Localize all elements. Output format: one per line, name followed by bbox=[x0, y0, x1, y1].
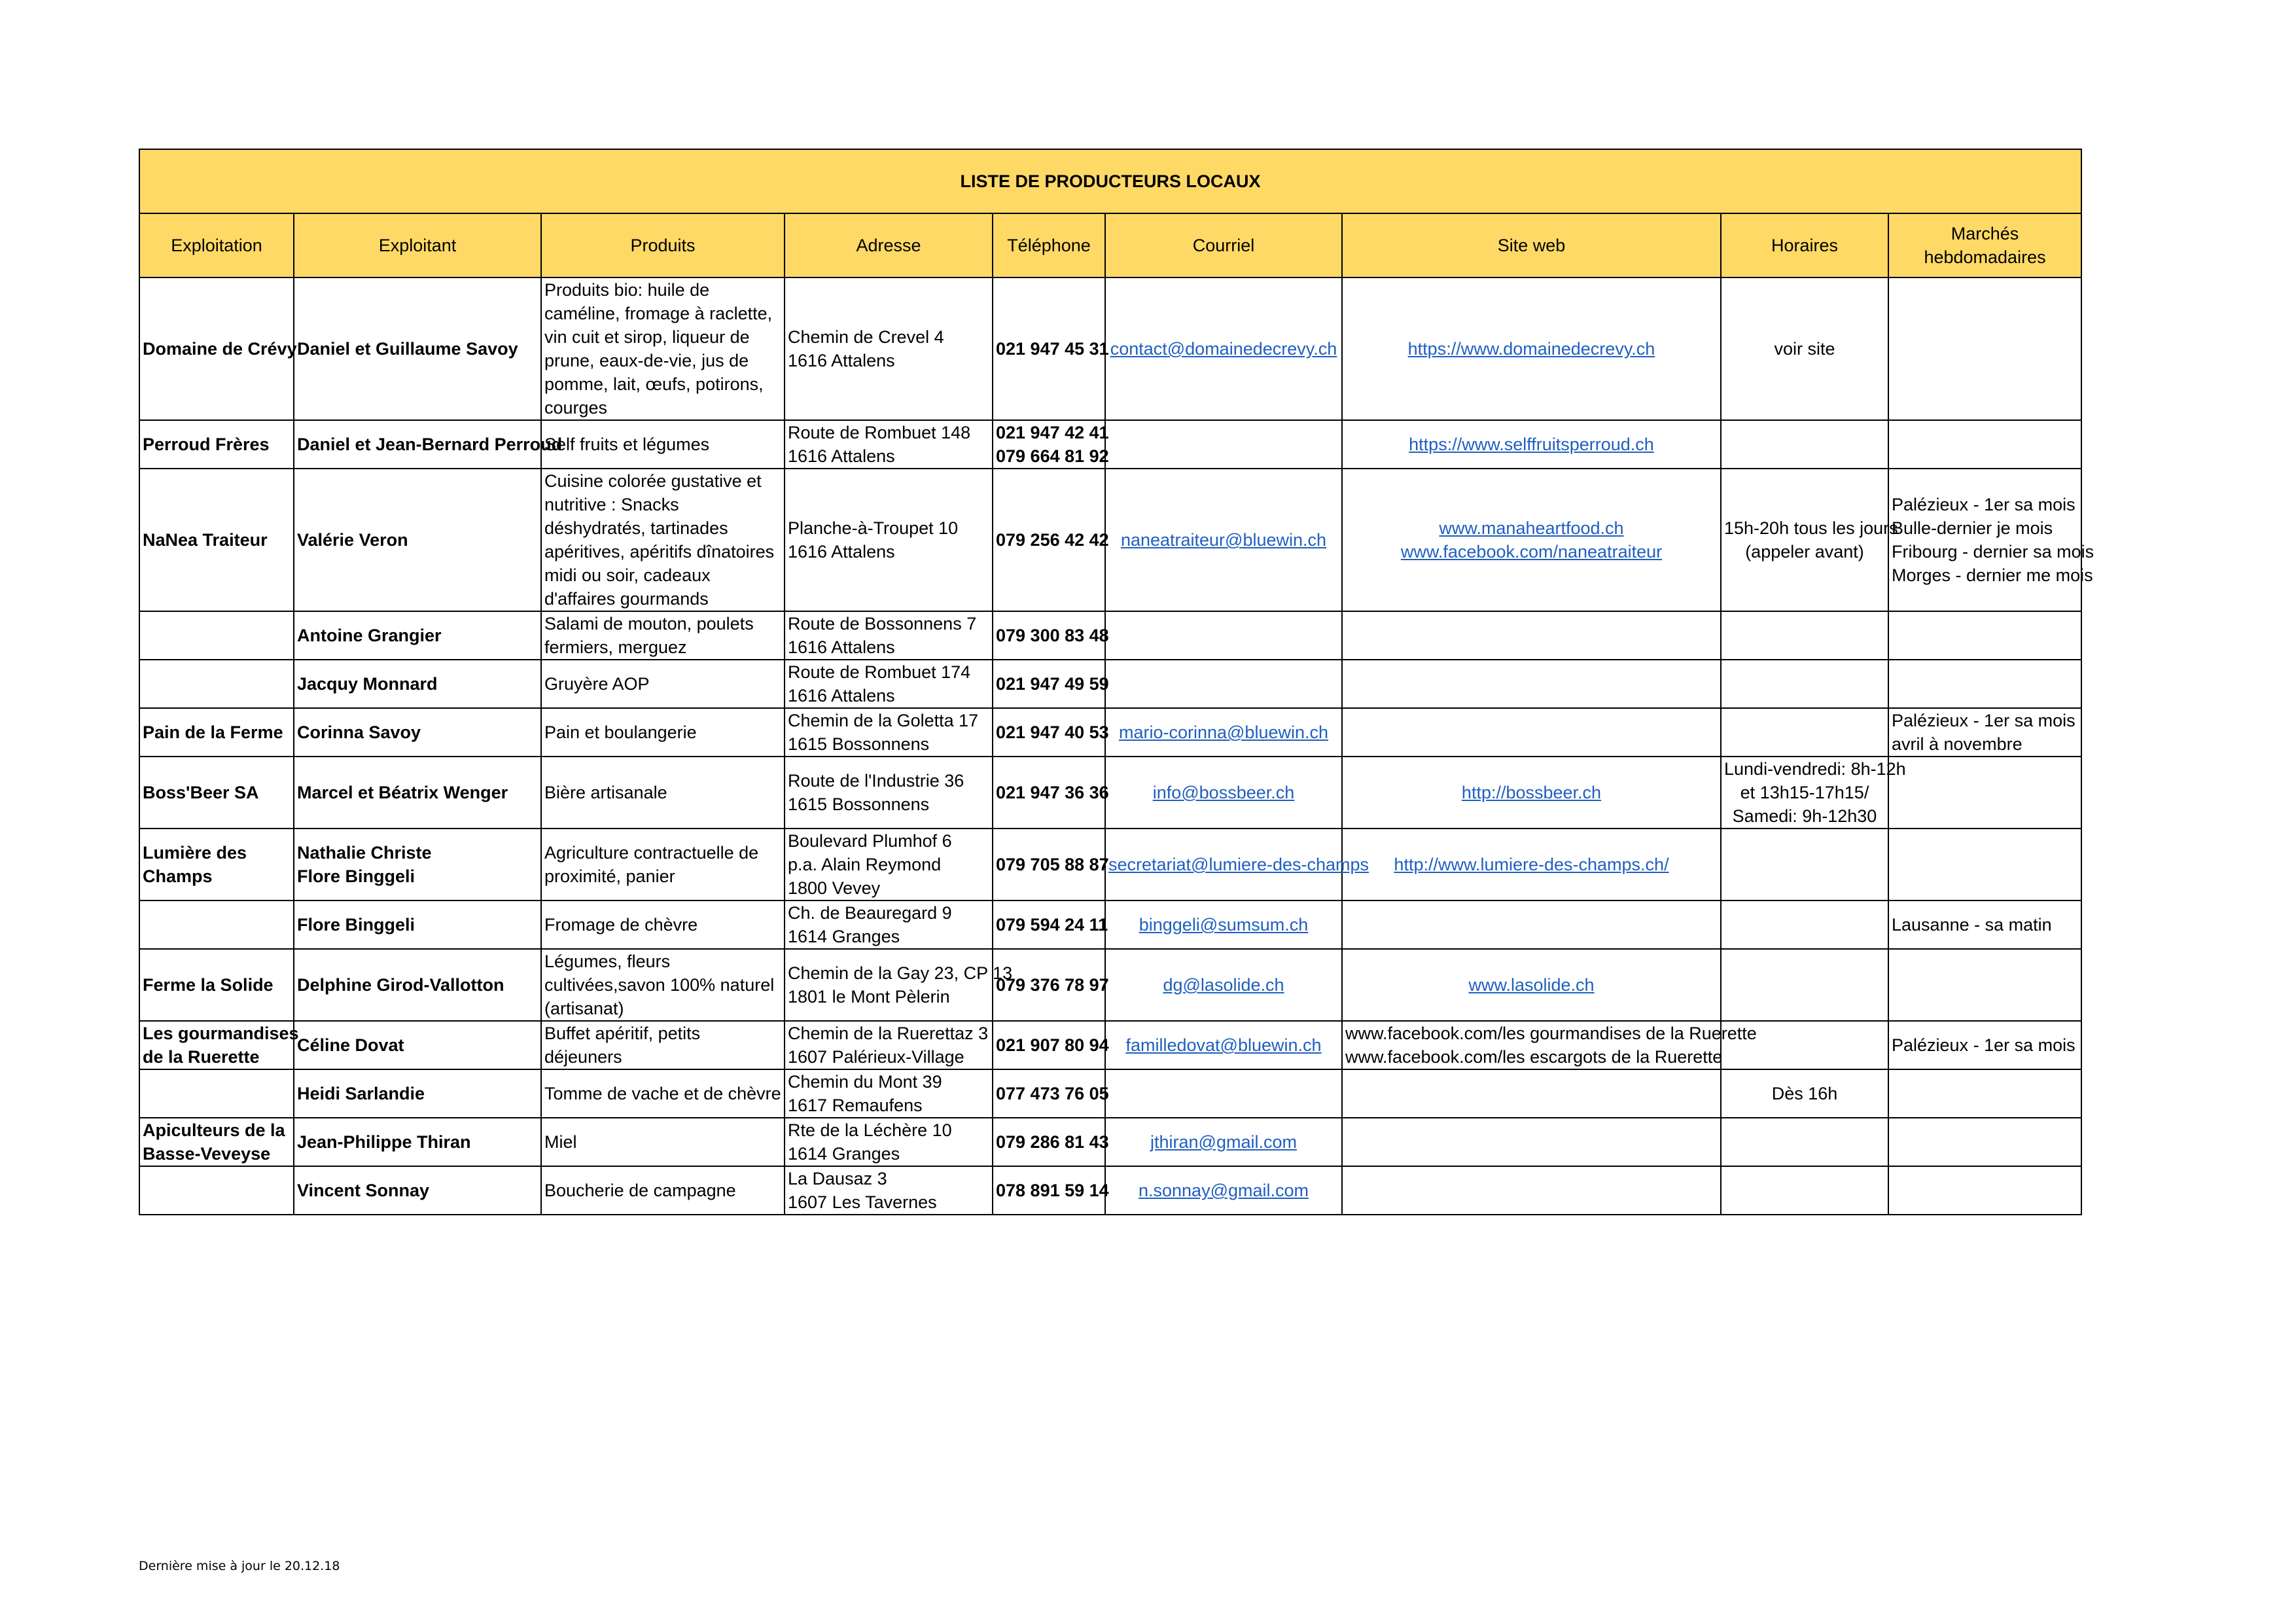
cell-line: Ch. de Beauregard 9 bbox=[788, 903, 952, 923]
cell-line: Lumière des bbox=[143, 843, 247, 863]
exploitant-cell bbox=[294, 757, 541, 829]
cell-line: Palézieux - 1er sa mois bbox=[1892, 711, 2075, 730]
exploitation-cell bbox=[139, 1166, 294, 1215]
cell-line: 021 947 49 59 bbox=[996, 674, 1109, 694]
cell-line: 021 947 45 31 bbox=[996, 339, 1109, 359]
header-courriel: Courriel bbox=[1105, 213, 1342, 277]
telephone-cell bbox=[993, 1166, 1109, 1215]
telephone-cell bbox=[993, 420, 1109, 469]
cell-line: de la Ruerette bbox=[143, 1047, 260, 1067]
produits-text: Miel bbox=[544, 1132, 577, 1152]
exploitant-cell bbox=[294, 901, 541, 949]
cell-line: Lundi-vendredi: 8h-12h bbox=[1724, 759, 1906, 779]
marches-cell bbox=[1888, 469, 2094, 611]
horaires-cell bbox=[1721, 757, 1906, 829]
cell-line: 1616 Attalens bbox=[788, 542, 895, 562]
adresse-cell bbox=[785, 829, 993, 901]
marches-cell bbox=[1888, 660, 2081, 708]
last-update-note: Dernière mise à jour le 20.12.18 bbox=[139, 1559, 340, 1573]
table-title: LISTE DE PRODUCTEURS LOCAUX bbox=[139, 149, 2081, 213]
cell-line: 079 286 81 43 bbox=[996, 1132, 1109, 1152]
produits-cell bbox=[541, 277, 785, 420]
exploitation-cell bbox=[139, 901, 294, 949]
cell-line: voir site bbox=[1774, 339, 1835, 359]
exploitant-cell bbox=[294, 949, 541, 1021]
exploitation-cell bbox=[139, 949, 294, 1021]
link-text[interactable]: www.facebook.com/naneatraiteur bbox=[1400, 542, 1663, 562]
cell-line: Apiculteurs de la bbox=[143, 1120, 285, 1140]
produits-text: Tomme de vache et de chèvre bbox=[544, 1084, 781, 1103]
courriel-cell bbox=[1105, 757, 1342, 829]
adresse-cell bbox=[785, 1166, 993, 1215]
courriel-cell bbox=[1105, 660, 1342, 708]
cell-line: avril à novembre bbox=[1892, 734, 2022, 754]
cell-line: 1615 Bossonnens bbox=[788, 734, 930, 754]
cell-line: Jean-Philippe Thiran bbox=[297, 1132, 471, 1152]
produits-text: Boucherie de campagne bbox=[544, 1181, 736, 1200]
site-web-cell bbox=[1342, 420, 1721, 469]
site-web-cell bbox=[1342, 660, 1721, 708]
header-adresse: Adresse bbox=[785, 213, 993, 277]
produits-text: Cuisine colorée gustative et nutritive : Snacks déshydratés, tartinades apéritives, apéritifs dînatoires midi ou soir, cadeaux d'affaires gourmands bbox=[544, 471, 775, 609]
site-web-cell bbox=[1342, 708, 1721, 757]
produits-text: Self fruits et légumes bbox=[544, 435, 710, 454]
table-row bbox=[139, 1118, 2081, 1166]
link-text[interactable]: binggeli@sumsum.ch bbox=[1139, 915, 1309, 935]
cell-line: Route de Rombuet 148 bbox=[788, 423, 971, 442]
courriel-cell bbox=[1105, 949, 1342, 1021]
adresse-cell bbox=[785, 1021, 993, 1069]
exploitant-cell bbox=[294, 1166, 541, 1215]
cell-line: Route de Rombuet 174 bbox=[788, 662, 971, 682]
exploitant-cell bbox=[294, 420, 563, 469]
link-text[interactable]: dg@lasolide.ch bbox=[1163, 975, 1284, 995]
cell-line: Fribourg - dernier sa mois bbox=[1892, 542, 2094, 562]
cell-line: Daniel et Jean-Bernard Perroud bbox=[297, 435, 563, 454]
table-row bbox=[139, 1166, 2081, 1215]
exploitant-cell bbox=[294, 469, 541, 611]
cell-line: Lausanne - sa matin bbox=[1892, 915, 2052, 935]
header-exploitant: Exploitant bbox=[294, 213, 541, 277]
cell-line: Palézieux - 1er sa mois bbox=[1892, 1035, 2075, 1055]
cell-line: 1800 Vevey bbox=[788, 878, 881, 898]
cell-line: Vincent Sonnay bbox=[297, 1181, 430, 1200]
cell-line: Flore Binggeli bbox=[297, 915, 415, 935]
cell-line: Champs bbox=[143, 866, 213, 886]
cell-line: (appeler avant) bbox=[1745, 542, 1864, 562]
link-text[interactable]: mario-corinna@bluewin.ch bbox=[1118, 722, 1329, 742]
exploitant-cell bbox=[294, 660, 541, 708]
link-text[interactable]: contact@domainedecrevy.ch bbox=[1110, 339, 1337, 359]
cell-line: Jacquy Monnard bbox=[297, 674, 438, 694]
cell-line: 021 947 40 53 bbox=[996, 722, 1109, 742]
courriel-cell bbox=[1105, 708, 1342, 757]
produits-cell bbox=[541, 1069, 785, 1118]
site-web-cell bbox=[1342, 1166, 1721, 1215]
courriel-cell bbox=[1105, 901, 1342, 949]
cell-line: 1614 Granges bbox=[788, 927, 900, 946]
cell-line: Boulevard Plumhof 6 bbox=[788, 831, 952, 851]
telephone-cell bbox=[993, 611, 1109, 660]
cell-line: Céline Dovat bbox=[297, 1035, 404, 1055]
cell-line: 1614 Granges bbox=[788, 1144, 900, 1164]
horaires-cell bbox=[1721, 277, 1888, 420]
horaires-cell bbox=[1721, 901, 1888, 949]
exploitant-cell bbox=[294, 277, 541, 420]
courriel-cell bbox=[1105, 829, 1369, 901]
cell-line: 021 947 36 36 bbox=[996, 783, 1109, 802]
cell-line: 1616 Attalens bbox=[788, 637, 895, 657]
telephone-cell bbox=[993, 1118, 1109, 1166]
horaires-cell bbox=[1721, 611, 1888, 660]
table-row bbox=[139, 469, 2081, 611]
cell-line: www.facebook.com/les escargots de la Ruerette bbox=[1345, 1047, 1723, 1067]
cell-line: 078 891 59 14 bbox=[996, 1181, 1109, 1200]
cell-line: 021 947 42 41 bbox=[996, 423, 1109, 442]
telephone-cell bbox=[993, 1021, 1109, 1069]
horaires-cell bbox=[1721, 949, 1888, 1021]
link-text[interactable]: secretariat@lumiere-des-champs bbox=[1108, 855, 1369, 874]
exploitation-cell bbox=[139, 1021, 299, 1069]
courriel-cell bbox=[1105, 1118, 1342, 1166]
link-text[interactable]: www.manaheartfood.ch bbox=[1439, 518, 1624, 538]
header-horaires: Horaires bbox=[1721, 213, 1888, 277]
link-text[interactable]: http://www.lumiere-des-champs.ch/ bbox=[1394, 855, 1669, 874]
marches-cell bbox=[1888, 611, 2081, 660]
table-row bbox=[139, 1069, 2081, 1118]
produits-text: Bière artisanale bbox=[544, 783, 667, 802]
table-row bbox=[139, 708, 2081, 757]
exploitation-cell bbox=[139, 420, 294, 469]
exploitant-cell bbox=[294, 708, 541, 757]
cell-line: Chemin de Crevel 4 bbox=[788, 327, 944, 347]
produits-text: Agriculture contractuelle de proximité, panier bbox=[544, 843, 759, 886]
link-text[interactable]: naneatraiteur@bluewin.ch bbox=[1120, 530, 1327, 550]
adresse-cell bbox=[785, 420, 993, 469]
horaires-cell bbox=[1721, 660, 1888, 708]
cell-line: 1615 Bossonnens bbox=[788, 794, 930, 814]
site-web-cell bbox=[1342, 757, 1721, 829]
telephone-cell bbox=[993, 277, 1109, 420]
horaires-cell bbox=[1721, 420, 1888, 469]
marches-cell bbox=[1888, 420, 2081, 469]
cell-line: 079 256 42 42 bbox=[996, 530, 1109, 550]
marches-cell bbox=[1888, 708, 2081, 757]
cell-line: Nathalie Christe bbox=[297, 843, 432, 863]
produits-text: Fromage de chèvre bbox=[544, 915, 698, 935]
cell-line: et 13h15-17h15/ bbox=[1740, 783, 1869, 802]
table-row bbox=[139, 1021, 2081, 1069]
produits-text: Légumes, fleurs cultivées,savon 100% naturel (artisanat) bbox=[544, 952, 775, 1018]
exploitant-cell bbox=[294, 1069, 541, 1118]
produits-cell bbox=[541, 420, 785, 469]
adresse-cell bbox=[785, 1069, 993, 1118]
produits-cell bbox=[541, 829, 785, 901]
marches-cell bbox=[1888, 277, 2081, 420]
cell-line: 1607 Palérieux-Village bbox=[788, 1047, 964, 1067]
adresse-cell bbox=[785, 901, 993, 949]
telephone-cell bbox=[993, 708, 1109, 757]
cell-line: La Dausaz 3 bbox=[788, 1169, 887, 1188]
marches-cell bbox=[1888, 901, 2081, 949]
table-row bbox=[139, 660, 2081, 708]
cell-line: 15h-20h tous les jours bbox=[1724, 518, 1898, 538]
table-row bbox=[139, 757, 2081, 829]
cell-line: Samedi: 9h-12h30 bbox=[1732, 806, 1877, 826]
produits-text: Produits bio: huile de caméline, fromage à raclette, vin cuit et sirop, liqueur de prune, eaux-de-vie, jus de pomme, lait, œufs, potirons, courges bbox=[544, 280, 773, 418]
cell-line: Rte de la Léchère 10 bbox=[788, 1120, 952, 1140]
horaires-cell bbox=[1721, 829, 1888, 901]
cell-line: Chemin de la Goletta 17 bbox=[788, 711, 979, 730]
cell-line: 1616 Attalens bbox=[788, 446, 895, 466]
cell-line: Morges - dernier me mois bbox=[1892, 565, 2093, 585]
table-row bbox=[139, 611, 2081, 660]
telephone-cell bbox=[993, 1069, 1109, 1118]
cell-line: 079 664 81 92 bbox=[996, 446, 1109, 466]
table-row bbox=[139, 829, 2081, 901]
telephone-cell bbox=[993, 757, 1109, 829]
cell-line: Chemin de la Gay 23, CP 13 bbox=[788, 963, 1013, 983]
link-text[interactable]: familledovat@bluewin.ch bbox=[1125, 1035, 1322, 1055]
cell-line: 1607 Les Tavernes bbox=[788, 1192, 937, 1212]
marches-cell bbox=[1888, 1118, 2081, 1166]
produits-text: Pain et boulangerie bbox=[544, 722, 697, 742]
link-text[interactable]: http://bossbeer.ch bbox=[1461, 783, 1602, 802]
cell-line: Basse-Veveyse bbox=[143, 1144, 271, 1164]
exploitation-cell bbox=[139, 829, 294, 901]
adresse-cell bbox=[785, 708, 993, 757]
telephone-cell bbox=[993, 469, 1109, 611]
cell-line: Chemin du Mont 39 bbox=[788, 1072, 942, 1092]
cell-line: p.a. Alain Reymond bbox=[788, 855, 942, 874]
produits-text: Buffet apéritif, petits déjeuners bbox=[544, 1024, 701, 1067]
site-web-cell bbox=[1342, 611, 1721, 660]
cell-line: 1801 le Mont Pèlerin bbox=[788, 987, 950, 1007]
adresse-cell bbox=[785, 469, 993, 611]
produits-cell bbox=[541, 660, 785, 708]
exploitant-cell bbox=[294, 1021, 541, 1069]
cell-line: Planche-à-Troupet 10 bbox=[788, 518, 959, 538]
adresse-cell bbox=[785, 949, 1013, 1021]
produits-cell bbox=[541, 1021, 785, 1069]
table-row bbox=[139, 420, 2081, 469]
header-marches: Marchés hebdomadaires bbox=[1888, 213, 2081, 277]
courriel-cell bbox=[1105, 420, 1342, 469]
produits-text: Gruyère AOP bbox=[544, 674, 650, 694]
cell-line: www.facebook.com/les gourmandises de la Ruerette bbox=[1345, 1024, 1757, 1043]
exploitation-cell bbox=[139, 1069, 294, 1118]
cell-line: Delphine Girod-Vallotton bbox=[297, 975, 504, 995]
cell-line: 079 705 88 87 bbox=[996, 855, 1109, 874]
cell-line: Chemin de la Ruerettaz 3 bbox=[788, 1024, 989, 1043]
produits-cell bbox=[541, 469, 785, 611]
exploitant-cell bbox=[294, 1118, 541, 1166]
telephone-cell bbox=[993, 901, 1108, 949]
cell-line: 079 376 78 97 bbox=[996, 975, 1109, 995]
site-web-cell bbox=[1342, 949, 1721, 1021]
exploitation-cell bbox=[139, 277, 297, 420]
exploitation-cell bbox=[139, 469, 294, 611]
cell-line: Bulle-dernier je mois bbox=[1892, 518, 2053, 538]
cell-line: Daniel et Guillaume Savoy bbox=[297, 339, 518, 359]
horaires-cell bbox=[1721, 1118, 1888, 1166]
produits-cell bbox=[541, 949, 785, 1021]
adresse-cell bbox=[785, 757, 993, 829]
produits-cell bbox=[541, 611, 785, 660]
produits-cell bbox=[541, 1118, 785, 1166]
courriel-cell bbox=[1105, 1021, 1342, 1069]
cell-line: Corinna Savoy bbox=[297, 722, 421, 742]
table-body bbox=[139, 277, 2094, 1215]
courriel-cell bbox=[1105, 1166, 1342, 1215]
cell-line: Valérie Veron bbox=[297, 530, 408, 550]
cell-line: 077 473 76 05 bbox=[996, 1084, 1109, 1103]
cell-line: Heidi Sarlandie bbox=[297, 1084, 425, 1103]
marches-cell bbox=[1888, 949, 2081, 1021]
exploitation-cell bbox=[139, 611, 294, 660]
header-site-web: Site web bbox=[1342, 213, 1721, 277]
cell-line: Route de Bossonnens 7 bbox=[788, 614, 977, 633]
horaires-cell bbox=[1721, 708, 1888, 757]
cell-line: Perroud Frères bbox=[143, 435, 270, 454]
courriel-cell bbox=[1105, 611, 1342, 660]
adresse-cell bbox=[785, 660, 993, 708]
marches-cell bbox=[1888, 757, 2081, 829]
produits-text: Salami de mouton, poulets fermiers, merguez bbox=[544, 614, 754, 657]
header-exploitation: Exploitation bbox=[139, 213, 294, 277]
site-web-cell bbox=[1342, 469, 1721, 611]
cell-line: 1616 Attalens bbox=[788, 351, 895, 370]
marches-cell bbox=[1888, 829, 2081, 901]
exploitation-cell bbox=[139, 708, 294, 757]
exploitant-cell bbox=[294, 829, 541, 901]
produits-cell bbox=[541, 1166, 785, 1215]
telephone-cell bbox=[993, 949, 1109, 1021]
produits-cell bbox=[541, 708, 785, 757]
cell-line: Route de l'Industrie 36 bbox=[788, 771, 964, 791]
table-header-row bbox=[139, 213, 2081, 277]
site-web-cell bbox=[1342, 901, 1721, 949]
exploitation-cell bbox=[139, 757, 294, 829]
cell-line: Marcel et Béatrix Wenger bbox=[297, 783, 508, 802]
adresse-cell bbox=[785, 611, 993, 660]
site-web-cell bbox=[1342, 1021, 1757, 1069]
link-text[interactable]: https://www.domainedecrevy.ch bbox=[1407, 339, 1655, 359]
exploitant-cell bbox=[294, 611, 541, 660]
produits-cell bbox=[541, 901, 785, 949]
courriel-cell bbox=[1105, 469, 1342, 611]
table-row bbox=[139, 277, 2081, 420]
adresse-cell bbox=[785, 1118, 993, 1166]
table-title-row bbox=[139, 149, 2081, 213]
cell-line: Pain de la Ferme bbox=[143, 722, 283, 742]
producers-table bbox=[139, 149, 2094, 1215]
cell-line: Les gourmandises bbox=[143, 1024, 299, 1043]
site-web-cell bbox=[1342, 1118, 1721, 1166]
cell-line: Palézieux - 1er sa mois bbox=[1892, 495, 2075, 514]
site-web-cell bbox=[1342, 1069, 1721, 1118]
table-row bbox=[139, 949, 2081, 1021]
exploitation-cell bbox=[139, 1118, 294, 1166]
courriel-cell bbox=[1105, 1069, 1342, 1118]
cell-line: Domaine de Crévy bbox=[143, 339, 297, 359]
adresse-cell bbox=[785, 277, 993, 420]
horaires-cell bbox=[1721, 469, 1898, 611]
cell-line: 1616 Attalens bbox=[788, 686, 895, 705]
cell-line: NaNea Traiteur bbox=[143, 530, 268, 550]
marches-cell bbox=[1888, 1069, 2081, 1118]
link-text[interactable]: info@bossbeer.ch bbox=[1152, 783, 1295, 802]
horaires-cell bbox=[1721, 1069, 1888, 1118]
cell-line: 079 300 83 48 bbox=[996, 626, 1109, 645]
site-web-cell bbox=[1342, 829, 1721, 901]
link-text[interactable]: https://www.selffruitsperroud.ch bbox=[1409, 435, 1654, 454]
telephone-cell bbox=[993, 660, 1109, 708]
header-telephone: Téléphone bbox=[993, 213, 1105, 277]
produits-cell bbox=[541, 757, 785, 829]
site-web-cell bbox=[1342, 277, 1721, 420]
link-text[interactable]: www.lasolide.ch bbox=[1468, 975, 1595, 995]
table-row bbox=[139, 901, 2081, 949]
cell-line: Dès 16h bbox=[1771, 1084, 1838, 1103]
horaires-cell bbox=[1721, 1166, 1888, 1215]
cell-line: Flore Binggeli bbox=[297, 866, 415, 886]
marches-cell bbox=[1888, 1021, 2081, 1069]
cell-line: Boss'Beer SA bbox=[143, 783, 259, 802]
link-text[interactable]: jthiran@gmail.com bbox=[1150, 1132, 1297, 1152]
link-text[interactable]: n.sonnay@gmail.com bbox=[1138, 1181, 1309, 1200]
cell-line: 1617 Remaufens bbox=[788, 1096, 923, 1115]
cell-line: 021 907 80 94 bbox=[996, 1035, 1109, 1055]
exploitation-cell bbox=[139, 660, 294, 708]
cell-line: 079 594 24 11 bbox=[996, 915, 1108, 935]
header-produits: Produits bbox=[541, 213, 785, 277]
courriel-cell bbox=[1105, 277, 1342, 420]
marches-cell bbox=[1888, 1166, 2081, 1215]
cell-line: Antoine Grangier bbox=[297, 626, 442, 645]
telephone-cell bbox=[993, 829, 1109, 901]
cell-line: Ferme la Solide bbox=[143, 975, 274, 995]
